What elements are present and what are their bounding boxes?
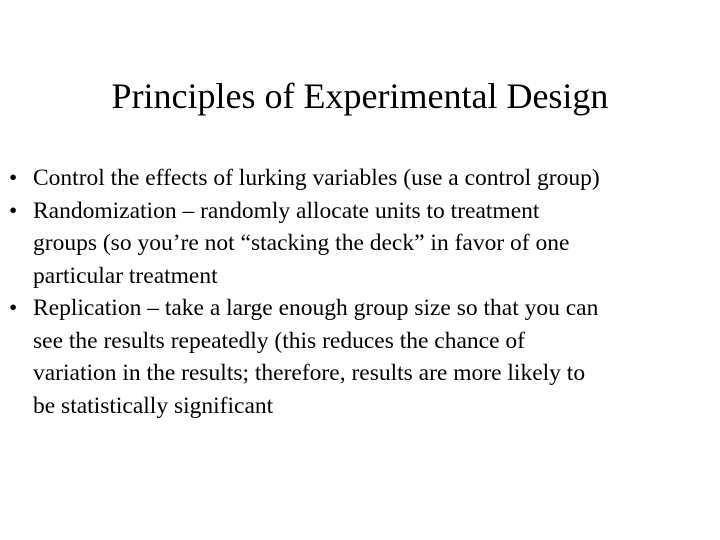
bullet-line: particular treatment: [33, 262, 218, 289]
slide-title: Principles of Experimental Design: [111, 76, 609, 116]
bullet-item-replication: [0, 292, 720, 422]
bullet-line: variation in the results; therefore, results are more likely to: [33, 360, 586, 386]
bullet-icon: •: [9, 165, 18, 191]
bullet-line: be statistically significant: [33, 392, 274, 419]
bullet-list: [0, 162, 720, 422]
bullet-item-control: [0, 162, 720, 195]
bullet-line: Replication – take a large enough group size so that you can: [33, 295, 599, 321]
bullet-item-randomization: [0, 195, 720, 293]
bullet-icon: •: [9, 295, 18, 321]
bullet-icon: •: [9, 197, 18, 224]
bullet-line: see the results repeatedly (this reduces the chance of: [33, 327, 525, 354]
bullet-line: Randomization – randomly allocate units to treatment: [33, 197, 540, 224]
bullet-line: Control the effects of lurking variables (use a control group): [33, 165, 600, 191]
bullet-line: groups (so you’re not “stacking the deck” in favor of one: [33, 230, 570, 256]
